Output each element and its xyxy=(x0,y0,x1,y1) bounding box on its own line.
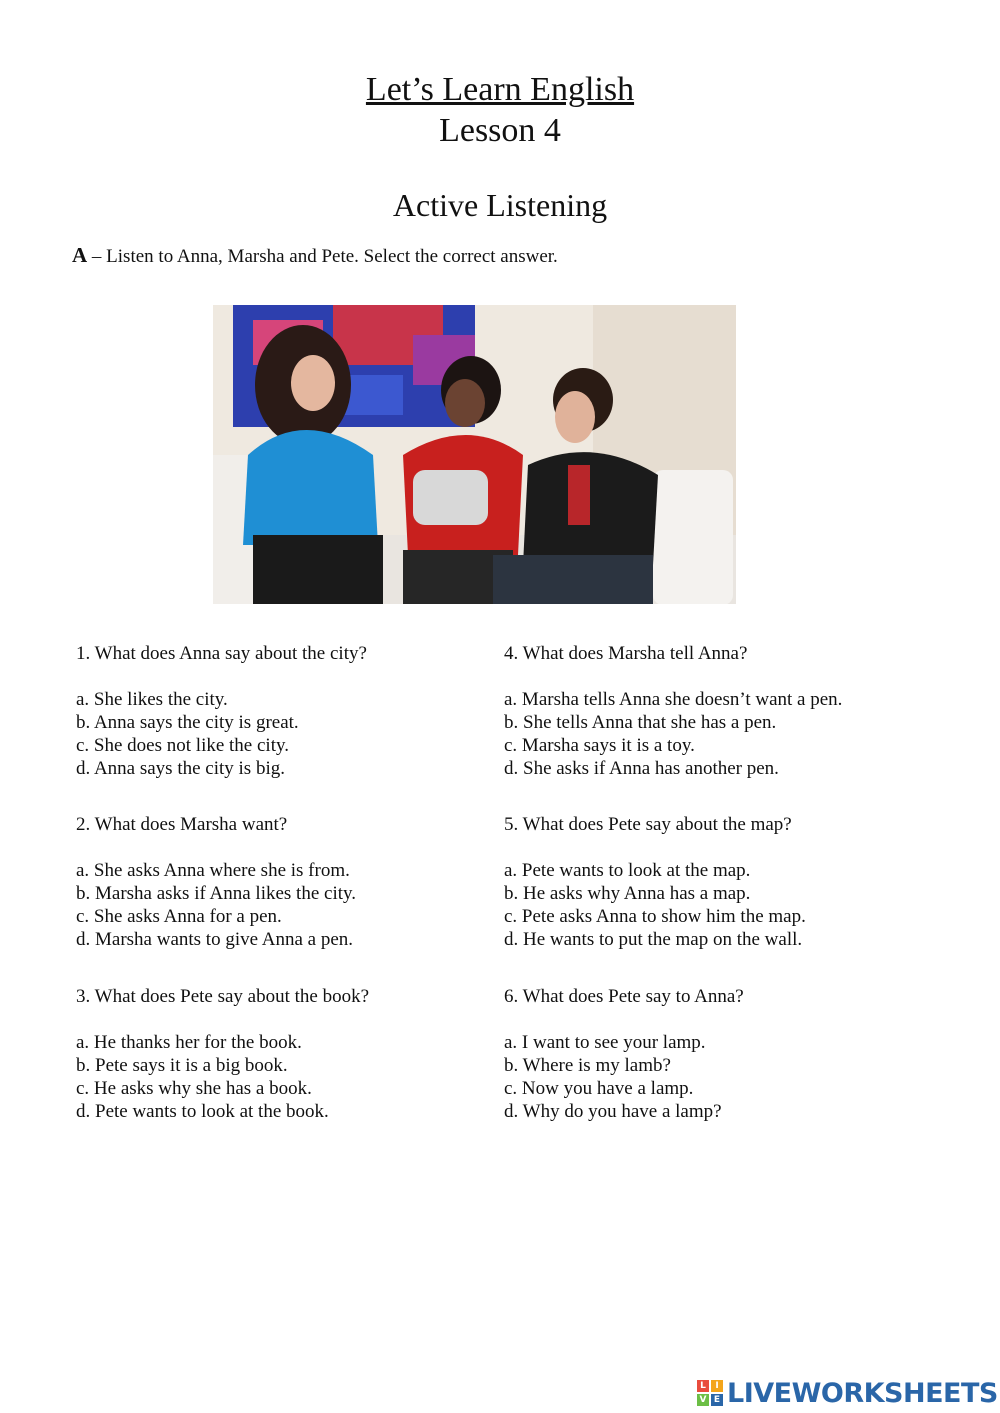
answer-option[interactable]: c. Marsha says it is a toy. xyxy=(504,735,695,756)
answer-option[interactable]: b. She tells Anna that she has a pen. xyxy=(504,712,777,733)
answer-option[interactable]: a. She likes the city. xyxy=(76,689,228,710)
answer-option[interactable]: d. Pete wants to look at the book. xyxy=(76,1101,329,1122)
answer-option[interactable]: b. Anna says the city is great. xyxy=(76,712,299,733)
question-2 xyxy=(76,813,356,951)
question-6 xyxy=(504,985,744,1123)
lesson-photo xyxy=(213,305,736,604)
question-stem: 6. What does Pete say to Anna? xyxy=(504,986,744,1007)
answer-option[interactable]: b. He asks why Anna has a map. xyxy=(504,883,751,904)
question-stem: 3. What does Pete say about the book? xyxy=(76,986,370,1007)
logo-letter: V xyxy=(697,1394,709,1406)
answer-option[interactable]: b. Pete says it is a big book. xyxy=(76,1055,288,1076)
logo-icon xyxy=(697,1380,723,1406)
answer-option[interactable]: a. He thanks her for the book. xyxy=(76,1032,302,1053)
question-3 xyxy=(76,985,369,1123)
answer-option[interactable]: d. He wants to put the map on the wall. xyxy=(504,929,803,950)
logo-letter: L xyxy=(697,1380,709,1392)
answer-option[interactable]: c. Now you have a lamp. xyxy=(504,1078,694,1099)
worksheet-title: Let’s Learn English xyxy=(365,71,635,108)
question-4 xyxy=(504,642,842,780)
answer-option[interactable]: a. She asks Anna where she is from. xyxy=(76,860,350,881)
logo-letter: I xyxy=(711,1380,723,1392)
answer-option[interactable]: d. Anna says the city is big. xyxy=(76,758,285,779)
answer-option[interactable]: c. She asks Anna for a pen. xyxy=(76,906,282,927)
question-5 xyxy=(504,813,806,951)
instruction-label: A xyxy=(72,243,88,267)
section-heading: Active Listening xyxy=(392,187,608,223)
answer-option[interactable]: c. He asks why she has a book. xyxy=(76,1078,312,1099)
answer-option[interactable]: c. Pete asks Anna to show him the map. xyxy=(504,906,806,927)
liveworksheets-logo[interactable] xyxy=(697,1375,998,1411)
question-1 xyxy=(76,642,367,780)
answer-option[interactable]: c. She does not like the city. xyxy=(76,735,289,756)
logo-text: LIVEWORKSHEETS xyxy=(727,1377,998,1409)
answer-option[interactable]: a. I want to see your lamp. xyxy=(504,1032,706,1053)
instruction xyxy=(72,242,558,270)
answer-option[interactable]: d. Marsha wants to give Anna a pen. xyxy=(76,929,354,950)
answer-option[interactable]: b. Where is my lamb? xyxy=(504,1055,671,1076)
logo-letter: E xyxy=(711,1394,723,1406)
question-stem: 5. What does Pete say about the map? xyxy=(504,814,792,835)
answer-option[interactable]: b. Marsha asks if Anna likes the city. xyxy=(76,883,357,904)
answer-option[interactable]: d. Why do you have a lamp? xyxy=(504,1101,722,1122)
answer-option[interactable]: d. She asks if Anna has another pen. xyxy=(504,758,779,779)
question-stem: 4. What does Marsha tell Anna? xyxy=(504,643,748,664)
answer-option[interactable]: a. Pete wants to look at the map. xyxy=(504,860,751,881)
question-stem: 2. What does Marsha want? xyxy=(76,814,288,835)
instruction-text: – Listen to Anna, Marsha and Pete. Select the correct answer. xyxy=(87,246,558,267)
photo-illustration xyxy=(213,305,736,604)
answer-option[interactable]: a. Marsha tells Anna she doesn’t want a pen. xyxy=(504,689,843,710)
lesson-number: Lesson 4 xyxy=(439,112,561,149)
question-stem: 1. What does Anna say about the city? xyxy=(76,643,367,664)
